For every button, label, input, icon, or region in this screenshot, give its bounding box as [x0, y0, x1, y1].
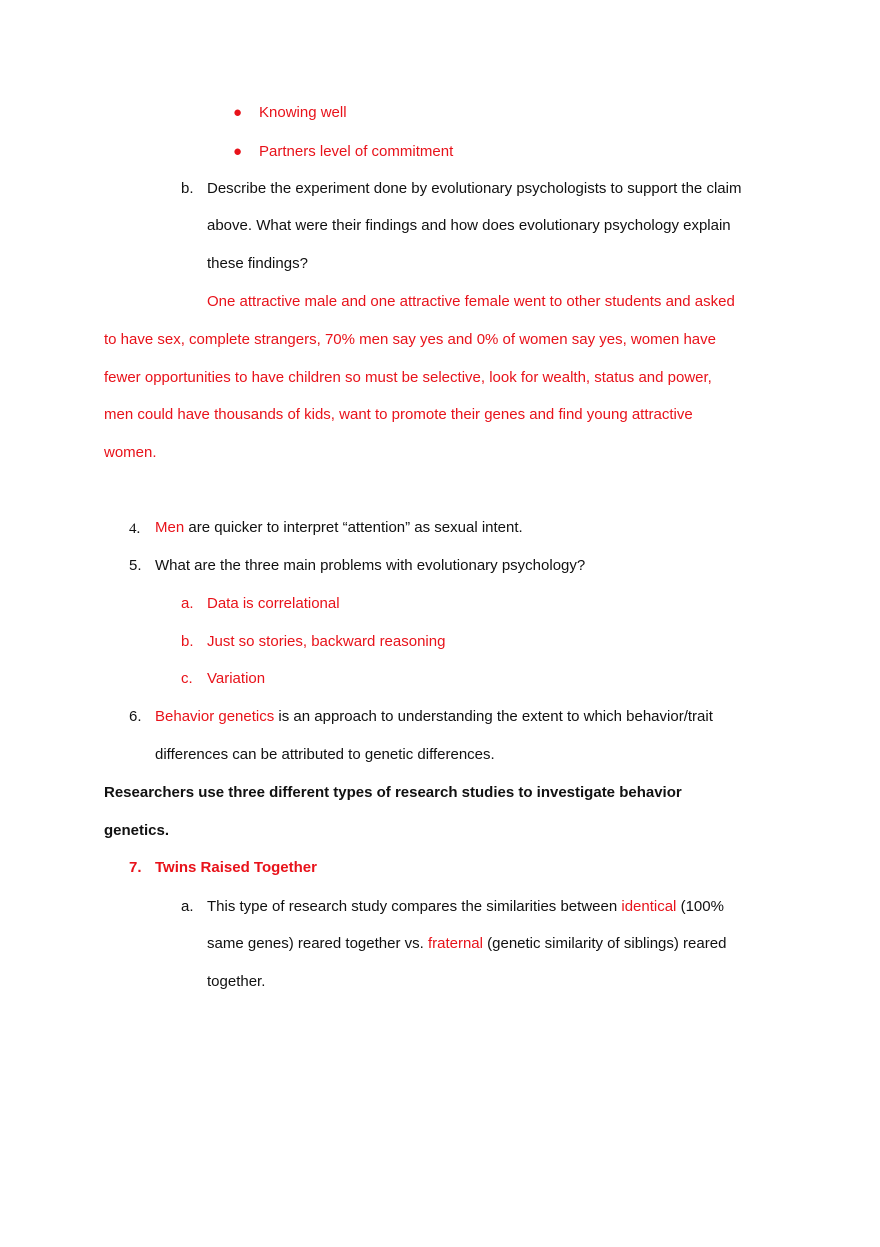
- q5a-marker: a.: [181, 595, 194, 612]
- q4-answer: Men: [155, 519, 185, 536]
- section-heading-line-2: genetics.: [104, 822, 170, 839]
- q6-number: 6.: [129, 708, 142, 725]
- q5b-text: Just so stories, backward reasoning: [207, 633, 446, 650]
- q6-line-2: differences can be attributed to genetic differences.: [155, 746, 495, 763]
- q5c-marker: c.: [181, 670, 193, 687]
- q5-text: What are the three main problems with evolutionary psychology?: [155, 557, 586, 574]
- q3b-line-3: these findings?: [207, 255, 308, 272]
- q7a-line-3: together.: [207, 973, 266, 990]
- q7a-text: This type of research study compares the similarities between: [207, 898, 622, 915]
- q6-line-1: [155, 708, 713, 726]
- q7a-line-1: [207, 898, 724, 916]
- q3b-answer-line-3: fewer opportunities to have children so must be selective, look for wealth, status and power,: [104, 369, 712, 386]
- q3b-answer-line-2: to have sex, complete strangers, 70% men say yes and 0% of women say yes, women have: [104, 331, 716, 348]
- q5c-text: Variation: [207, 670, 266, 687]
- q4-number: 4.: [129, 521, 141, 537]
- q6-text: is an approach to understanding the extent to which behavior/trait: [274, 708, 713, 725]
- q3b-answer-line-5: women.: [104, 444, 157, 461]
- q3b-line-1: Describe the experiment done by evolutionary psychologists to support the claim: [207, 180, 742, 197]
- q7a-text: same genes) reared together vs.: [207, 935, 428, 952]
- bullet-marker: ●: [233, 104, 243, 121]
- q7a-text: (100%: [676, 898, 724, 915]
- q3b-line-2: above. What were their findings and how does evolutionary psychology explain: [207, 217, 731, 234]
- q6-answer: Behavior genetics: [155, 708, 275, 725]
- q7a-text: (genetic similarity of siblings) reared: [482, 935, 727, 952]
- section-heading-line-1: Researchers use three different types of research studies to investigate behavior: [104, 784, 682, 801]
- q3b-marker: b.: [181, 180, 194, 197]
- q3b-answer-line-1: One attractive male and one attractive female went to other students and asked: [207, 293, 735, 310]
- q5-number: 5.: [129, 557, 142, 574]
- bullet-marker: ●: [233, 143, 243, 160]
- q7a-answer-fraternal: fraternal: [427, 935, 483, 952]
- q4-line: [155, 519, 523, 537]
- q7-title: Twins Raised Together: [155, 859, 317, 876]
- q3b-answer-line-4: men could have thousands of kids, want to promote their genes and find young attractive: [104, 406, 693, 423]
- bullet-commitment: Partners level of commitment: [259, 143, 454, 160]
- q7-number: 7.: [129, 859, 142, 876]
- q5a-text: Data is correlational: [207, 595, 340, 612]
- q7a-line-2: [207, 935, 726, 953]
- q7a-answer-identical: identical: [621, 898, 677, 915]
- q4-text: are quicker to interpret “attention” as sexual intent.: [184, 519, 523, 536]
- bullet-knowing-well: Knowing well: [259, 104, 347, 121]
- q7a-marker: a.: [181, 898, 194, 915]
- q5b-marker: b.: [181, 633, 194, 650]
